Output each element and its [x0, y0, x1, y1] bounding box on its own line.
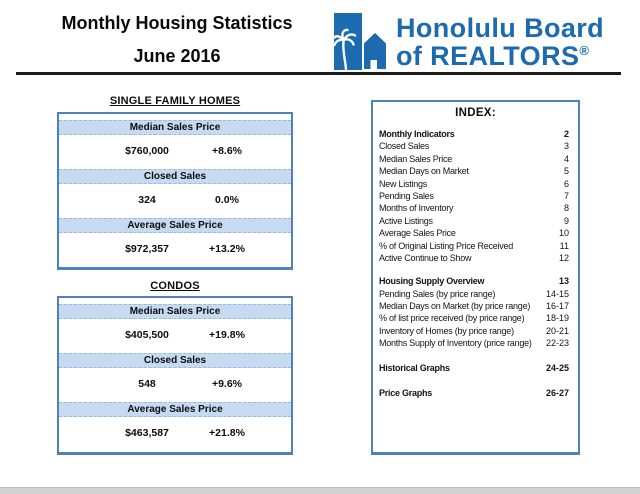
index-entry-page: 18-19	[545, 313, 569, 324]
logo-wordmark-line1: Honolulu Board	[396, 13, 605, 43]
index-entry	[379, 153, 569, 165]
page-bottom-strip	[0, 487, 640, 494]
logo-wordmark-line2-text: of REALTORS	[396, 41, 580, 71]
index-entry-label: Months Supply of Inventory (price range)	[379, 338, 532, 349]
index-entry-page: 11	[559, 240, 569, 251]
index-entry-label: Pending Sales	[379, 190, 434, 201]
index-title: INDEX:	[455, 107, 496, 119]
stat-change: +9.6%	[211, 378, 243, 390]
index-entry-label: Median Days on Market	[379, 166, 469, 177]
index-entry	[379, 178, 569, 190]
stat-value: $463,587	[125, 427, 169, 439]
stat-value: $760,000	[125, 145, 169, 157]
index-entry-page: 22-23	[545, 338, 569, 349]
index-entry-label: % of list price received (by price range)	[379, 313, 525, 324]
stat-change: +13.2%	[209, 243, 245, 255]
stat-header-median-sales-price: Median Sales Price	[59, 120, 291, 135]
index-entry-label: Monthly Indicators	[379, 129, 455, 139]
index-entry-page: 24-25	[545, 363, 569, 374]
index-entry	[379, 240, 569, 252]
index-entry	[379, 252, 569, 264]
index-entry-label: Pending Sales (by price range)	[379, 288, 496, 299]
stat-header-closed-sales: Closed Sales	[59, 169, 291, 184]
index-entry-page: 2	[563, 129, 569, 139]
index-entry	[379, 325, 569, 337]
index-entry-page: 14-15	[545, 288, 569, 299]
stat-value: 548	[138, 378, 156, 390]
stat-value: $972,357	[125, 243, 169, 255]
logo-mark-icon	[334, 12, 390, 72]
index-list	[373, 128, 578, 399]
index-entry-page: 20-21	[545, 325, 569, 336]
index-entry-page: 16-17	[545, 301, 569, 312]
section-title-condos: CONDOS	[150, 280, 200, 292]
index-entry	[379, 362, 569, 374]
index-entry-label: Historical Graphs	[379, 363, 450, 374]
index-entry-page: 26-27	[545, 388, 569, 399]
index-entry	[379, 190, 569, 202]
index-entry-page: 10	[558, 228, 569, 239]
index-entry-label: Active Continue to Show	[379, 252, 472, 263]
index-entry	[379, 288, 569, 300]
stat-value: $405,500	[125, 329, 169, 341]
index-entry-page: 3	[563, 141, 569, 152]
stat-change: +21.8%	[209, 427, 245, 439]
index-entry-label: Median Days on Market (by price range)	[379, 301, 531, 312]
stat-header-average-sales-price: Average Sales Price	[59, 402, 291, 417]
stat-change: +8.6%	[211, 145, 243, 157]
honolulu-board-logo	[334, 12, 604, 72]
index-entry	[379, 275, 569, 287]
page-title	[25, 12, 329, 67]
section-title-single-family-homes: SINGLE FAMILY HOMES	[109, 95, 241, 107]
index-entry-page: 7	[563, 190, 569, 201]
stat-change: +19.8%	[209, 329, 245, 341]
stat-value-row	[59, 319, 291, 353]
stat-value-row	[59, 368, 291, 402]
stat-value-row	[59, 417, 291, 451]
index-entry-label: Inventory of Homes (by price range)	[379, 325, 514, 336]
page-title-line1: Monthly Housing Statistics	[61, 13, 293, 33]
index-entry-label: Closed Sales	[379, 141, 430, 152]
index-box	[371, 100, 580, 455]
index-entry	[379, 128, 569, 140]
index-entry-page: 6	[563, 178, 569, 189]
condos-stats-box	[57, 296, 293, 455]
index-entry-label: New Listings	[379, 178, 428, 189]
stat-header-median-sales-price: Median Sales Price	[59, 304, 291, 319]
index-entry-label: Housing Supply Overview	[379, 276, 485, 287]
index-entry-page: 13	[558, 276, 569, 287]
index-entry	[379, 165, 569, 177]
index-entry-label: Price Graphs	[379, 388, 433, 399]
index-entry-page: 4	[563, 153, 569, 164]
logo-wordmark	[396, 14, 604, 70]
index-entry-label: Average Sales Price	[379, 228, 456, 239]
registered-trademark-symbol: ®	[579, 43, 590, 58]
index-entry	[379, 215, 569, 227]
index-entry-page: 9	[563, 215, 569, 226]
index-entry-label: Months of Inventory	[379, 203, 454, 214]
stat-change: 0.0%	[215, 194, 239, 206]
index-entry	[379, 300, 569, 312]
index-entry-label: Median Sales Price	[379, 153, 453, 164]
stat-value: 324	[138, 194, 156, 206]
index-entry	[379, 312, 569, 324]
index-entry-label: % of Original Listing Price Received	[379, 240, 514, 251]
index-entry	[379, 337, 569, 349]
index-entry-label: Active Listings	[379, 215, 433, 226]
stat-value-row	[59, 135, 291, 169]
single-family-stats-box	[57, 112, 293, 270]
index-entry	[379, 202, 569, 214]
index-entry	[379, 140, 569, 152]
logo-wordmark-line2	[396, 42, 604, 70]
stat-value-row	[59, 184, 291, 218]
index-entry-page: 12	[558, 252, 569, 263]
house-icon	[363, 32, 387, 71]
index-entry-page: 8	[563, 203, 569, 214]
header-divider-line	[16, 72, 621, 75]
stat-header-closed-sales: Closed Sales	[59, 353, 291, 368]
page-title-line2: June 2016	[133, 46, 221, 66]
stat-header-average-sales-price: Average Sales Price	[59, 218, 291, 233]
stat-value-row	[59, 233, 291, 267]
index-entry	[379, 387, 569, 399]
index-entry-page: 5	[563, 166, 569, 177]
index-entry	[379, 227, 569, 239]
